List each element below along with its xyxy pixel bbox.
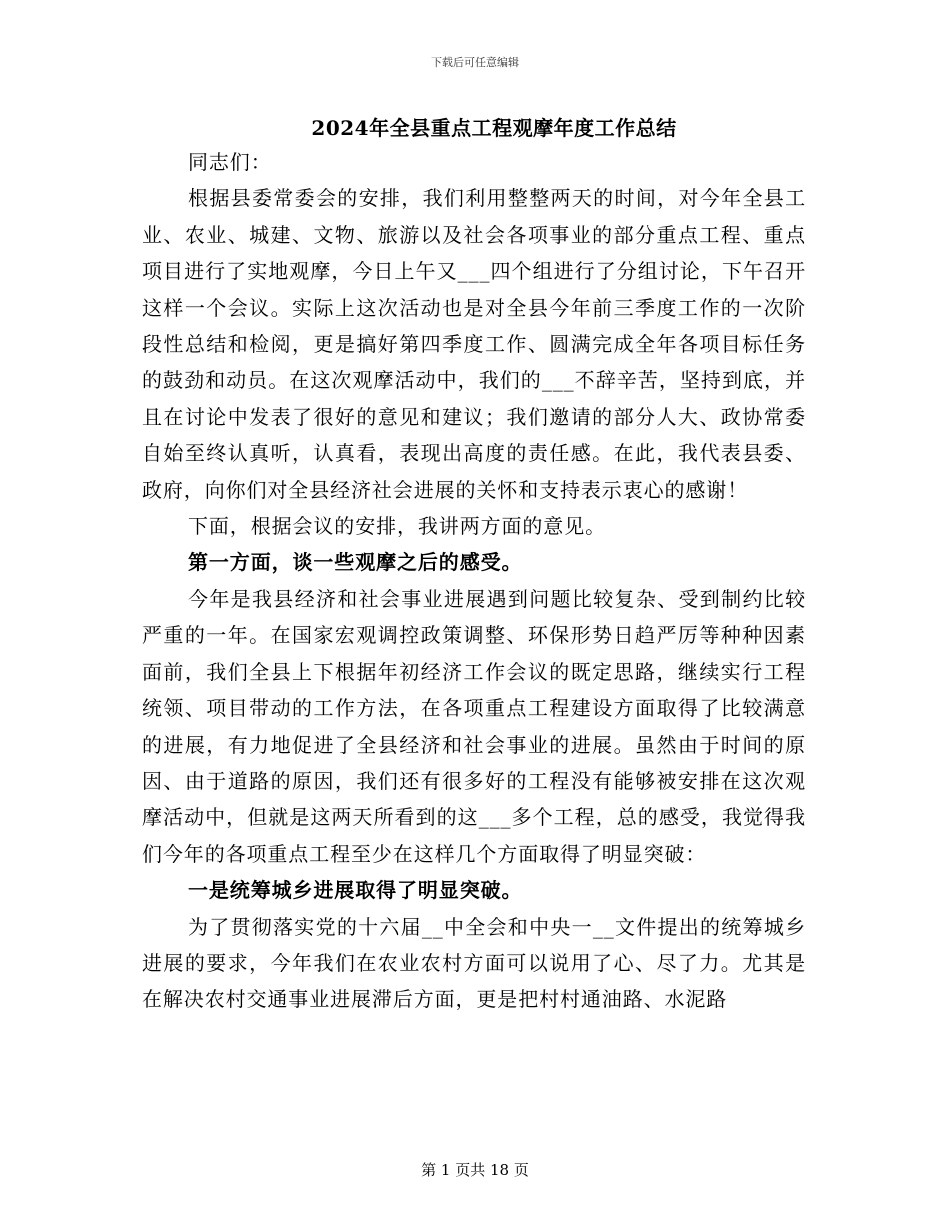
header-note: 下载后可任意编辑 — [431, 56, 519, 69]
subsection-heading: 一是统筹城乡进展取得了明显突破。 — [188, 878, 523, 903]
document-body — [142, 112, 806, 1018]
paragraph: 下面，根据会议的安排，我讲两方面的意见。 — [188, 514, 606, 539]
page-footer: 第 1 页共 18 页 — [421, 1161, 529, 1179]
paragraph: 为了贯彻落实党的十六届__中全会和中央一__文件提出的统筹城乡进展的要求，今年我们在农业农村方面可以说用了心、尽了力。尤其是在解决农村交通事业进展滞后方面，更是把村村通油路、水泥路 — [142, 914, 806, 1012]
document-title: 2024年全县重点工程观摩年度工作总结 — [311, 116, 677, 140]
section-heading: 第一方面，谈一些观摩之后的感受。 — [188, 550, 523, 575]
salutation: 同志们： — [188, 150, 272, 174]
paragraph: 根据县委常委会的安排，我们利用整整两天的时间，对今年全县工业、农业、城建、文物、旅游以及社会各项事业的部分重点工程、重点项目进行了实地观摩，今日上午又___四个组进行了分组讨论，下午召开这样一个会议。实际上这次活动也是对全县今年前三季度工作的一次阶段性总结和检阅，更是搞好第四季度工作、圆满完成全年各项目标任务的鼓劲和动员。在这次观摩活动中，我们的___不辞辛苦，坚持到底，并且在讨论中发表了很好的意见和建议；我们邀请的部分人大、政协常委自始至终认真听，认真看，表现出高度的责任感。在此，我代表县委、政府，向你们对全县经济社会进展的关怀和支持表示衷心的感谢！ — [142, 186, 806, 502]
paragraph: 今年是我县经济和社会事业进展遇到问题比较复杂、受到制约比较严重的一年。在国家宏观调控政策调整、环保形势日趋严厉等种种因素面前，我们全县上下根据年初经济工作会议的既定思路，继续实行工程统领、项目带动的工作方法，在各项重点工程建设方面取得了比较满意的进展，有力地促进了全县经济和社会事业的进展。虽然由于时间的原因、由于道路的原因，我们还有很多好的工程没有能够被安排在这次观摩活动中，但就是这两天所看到的这___多个工程，总的感受，我觉得我们今年的各项重点工程至少在这样几个方面取得了明显突破： — [142, 586, 806, 866]
